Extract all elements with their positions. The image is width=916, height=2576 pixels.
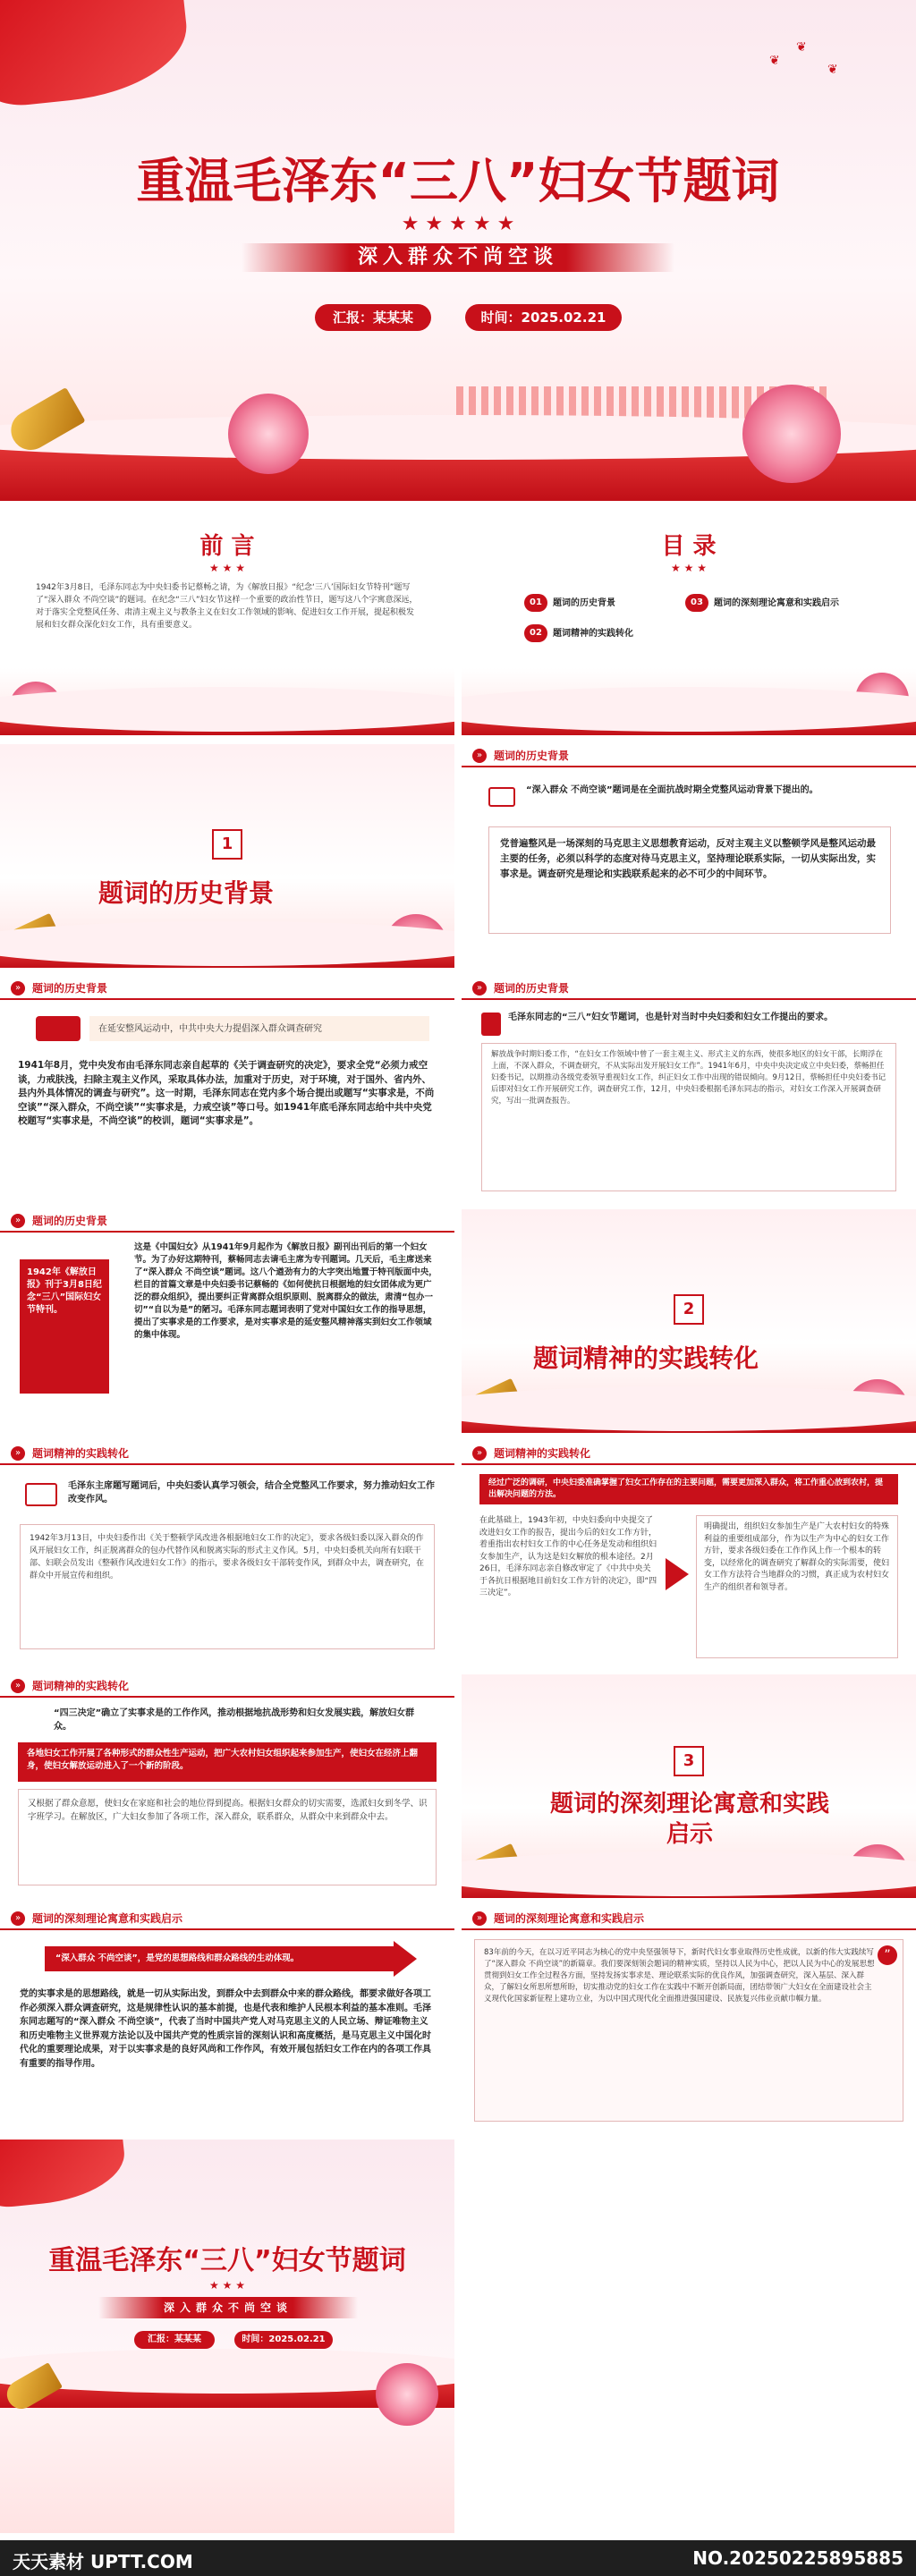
star-divider: ★ ★ ★ [209,2279,245,2292]
body-text: 83年前的今天，在以习近平同志为核心的党中央坚强领导下，新时代妇女事业取得历史性成就，以新的伟大实践续写了“深入群众 不尚空谈”的新篇章。我们要深刻领会题词的精神实质，坚持以人民为中心，把以人民为中心的发展思想贯彻到妇女工作全过程各方面，坚持发扬实事求是、理论联系实际的优良作风，加强调查研究，深入基层、深入群众，了解妇女所思所想所盼，切实推动党的妇女工作在实践中不断开创新局面，团结带领广大妇女在全面建设社会主义现代化国家新征程上建功立业，为以中国式现代化全面推进强国建设、民族复兴伟业贡献巾帼力量。 [484,1948,875,2004]
preface-body: 1942年3月8日，毛泽东同志为中央妇委书记蔡畅之请，为《解放日报》“纪念‘三八’国际妇女节特刊”题写了“深入群众 不尚空谈”的题词。在纪念“三八”妇女节这样一个重要的政治性节日，题写这八个字寓意深远，对于落实全党整风任务、肃清主观主义与教条主义在妇女工作领域的影响、促进妇女工作开展，提起积极发展和妇女群众深化妇女工作，具有重要意义。 [36,583,418,630]
header-title: 题词的历史背景 [494,982,570,995]
background-slide-4 [0,1209,454,1433]
cover-slide [0,0,916,501]
section1-slide [0,744,454,968]
toc-num: 03 [685,594,708,612]
background-slide-3 [462,977,916,1200]
toc-slide [462,512,916,735]
header-title: 题词的历史背景 [32,982,108,995]
slide-header [0,1209,454,1233]
section-title: 题词的深刻理论寓意和实践启示 [549,1791,829,1848]
header-arrow-icon: » [472,1446,487,1461]
dove-icon: ❦ [827,63,838,77]
body-text: 党的实事求是的思想路线，就是一切从实际出发，到群众中去到群众中来的群众路线，都要求做好各项工作必须深入群众调查研究，这是规律性认识的基本前提，也是代表和维护人民根本利益的基本准则。毛泽东同志题写的“深入群众 不尚空谈”，代表了当时中国共产党人对马克思主义的人民立场、辩证唯物主义和历史唯物主义世界观方法论以及中国共产党的性质宗旨的深刻认识和高度概括，是马克思主义中国化时代化的重要理论成果，对于以实事求是的良好风尚和工作作风，有效开展包括妇女工作在内的各项工作具有重要的指导作用。 [20,1989,431,2069]
right-text: 明确提出，组织妇女参加生产是广大农村妇女的特殊利益的重要组成部分，作为以生产为中心的妇女工作方针，要求各级妇委在工作作风上作一个根本的转变，以经常化的调查研究了解群众的实际需要，使妇女工作方法符合当地群众的习惯，真正成为农村妇女生产的组织者和领导者。 [704,1522,890,1592]
section-number: 2 [674,1294,704,1325]
red-banner-wave [462,710,916,735]
lead-banner [89,1016,429,1041]
practice-slide-1 [0,1442,454,1665]
red-flag-decoration [0,2140,129,2209]
lead-text: 毛泽东同志的“三八”妇女节题词，也是针对当时中央妇委和妇女工作提出的要求。 [508,1013,834,1022]
slide-header [462,1907,916,1930]
body-text: 这是《中国妇女》从1941年9月起作为《解放日报》副刊出刊后的第一个妇女节。为了办好这期特刊，蔡畅同志去请毛主席为专刊题词。几天后，毛主席送来了“深入群众 不尚空谈”题词。这八个遒劲有力的大字突出地置于特刊版面中央，栏目的首篇文章是中央妇委书记蔡畅的《如何使抗日根据地的妇女团体成为更广泛的群众组织》，提出要纠正背离群众组织原则、脱离群众的做法，肃清“包办一切”“自以为是”的陋习。毛泽东同志题词表明了党对中国妇女工作的指导思想，提出了实事求是的工作要求，是对实事求是的延安整风精神落实到妇女工作领域的集中体现。 [134,1242,437,1340]
background-slide-1 [462,744,916,968]
toc-num: 01 [524,594,547,612]
dove-icon: ❦ [769,54,780,68]
header-arrow-icon: » [472,1911,487,1926]
content-box [474,1939,903,2122]
theory-slide-1 [0,1907,454,2131]
lead-text: 在延安整风运动中，中共中央大力提倡深入群众调查研究 [98,1024,322,1034]
red-banner-wave [462,1410,916,1433]
content-box [696,1515,898,1658]
pointing-hand-icon [36,1016,81,1041]
content-box [488,826,891,934]
header-arrow-icon: » [11,981,25,996]
header-arrow-icon: » [11,1911,25,1926]
header-title: 题词精神的实践转化 [494,1447,591,1460]
toc-label: 题词的深刻理论寓意和实践启示 [714,598,839,608]
header-arrow-icon: » [472,749,487,763]
theory-slide-2 [462,1907,916,2131]
toc-label: 题词精神的实践转化 [553,629,633,639]
header-arrow-icon: » [11,1446,25,1461]
slide-header [462,744,916,767]
ending-reporter: 汇报：某某某 [134,2331,215,2349]
red-banner-wave [462,1875,916,1898]
header-arrow-icon: » [11,1214,25,1228]
lead-text: “四三决定”确立了实事求是的工作作风，推动根据地抗战形势和妇女发展实践，解放妇女群众。 [54,1708,415,1732]
lead-text: “深入群众 不尚空谈”题词是在全面抗战时期全党整风运动背景下提出的。 [526,785,818,795]
slide-header [0,1674,454,1698]
cover-subtitle: 深入群众不尚空谈 [242,243,674,272]
section-title: 题词精神的实践转化 [533,1343,759,1373]
slide-header [0,1907,454,1930]
cover-time: 时间：2025.02.21 [465,304,622,331]
header-arrow-icon: » [472,981,487,996]
header-arrow-icon: » [11,1679,25,1693]
body-text: 党普遍整风是一场深刻的马克思主义思想教育运动，反对主观主义以整顿学风是整风运动最主要的任务，必须以科学的态度对待马克思主义，坚持理论联系实际，一切从实际出发，实事求是。调查研究是理论和实践联系起来的必不可少的中间环节。 [500,838,876,879]
section2-slide [462,1209,916,1433]
content-box [481,1043,896,1191]
ending-subtitle: 深入群众不尚空谈 [98,2297,358,2318]
ending-title: 重温毛泽东“三八”妇女节题词 [48,2245,406,2276]
slide-header [0,1442,454,1465]
book-icon [25,1483,57,1506]
book-icon [488,787,515,807]
slide-header [462,977,916,1000]
peony-icon [228,394,309,474]
footer-number: NO.20250225895885 [692,2547,903,2569]
content-box [18,1789,437,1885]
section-title: 题词的历史背景 [98,878,275,908]
body-text: 解放战争时期妇委工作，“在妇女工作领域中曾了一套主观主义、形式主义的东西，使很多地区的妇女干部，长期浮在上面，不深入群众，不调查研究，不从实际出发开展妇女工作”。1941年6月，中央中央决定成立中央妇委，蔡畅担任妇委书记，以期推动各级党委领导重视妇女工作，纠正妇女工作中出现的错误倾向。9月12日，蔡畅担任中央妇委书记后即对妇女工作开展研究工作，调查研究工作，12月，中央妇委根据毛泽东同志的指示，对妇女工作深入开展调查研究，写出一批调查报告。 [491,1050,886,1106]
arrow-banner-text: “深入群众 不尚空谈”，是党的思想路线和群众路线的生动体现。 [55,1953,300,1963]
body-text: 在此基础上，1943年初，中央妇委向中央提交了改进妇女工作的报告，提出今后的妇女工作方针，着重指出农村妇女工作的中心任务是发动和组织妇女参加生产，认为这是妇女解放的根本途径。2月26日，毛泽东同志亲自修改审定了《中共中央关于各抗日根据地目前妇女工作方针的决定》，即“四三决定”。 [479,1516,657,1597]
trophy-icon [481,1013,501,1036]
practice-slide-3 [0,1674,454,1898]
quote-icon: ” [878,1945,897,1965]
watermark-footer [0,2540,916,2576]
red-box [18,1742,437,1782]
red-banner-wave [0,945,454,968]
header-title: 题词的历史背景 [494,750,570,762]
body-text: 1942年3月13日，中央妇委作出《关于整顿学风改进各根据地妇女工作的决定》，要求各级妇委以深入群众的作风开展妇女工作，纠正脱离群众的包办代替作风和脱离实际的形式主义作风。5月，中央妇委机关向所有妇联干部、妇联会员发出《整顿作风改进妇女工作》的指示，要求各级妇女干部转变作风，到群众中去，调查研究，在群众中开展宣传和组织。 [30,1534,425,1580]
red-flag-decoration [0,0,193,109]
side-text: 1942年《解放日报》刊于3月8日纪念“三八”国际妇女节特刊。 [27,1267,102,1315]
header-title: 题词的历史背景 [32,1215,108,1227]
lead-text: 毛泽东主席题写题词后，中央妇委认真学习领会，结合全党整风工作要求，努力推动妇女工作改变作风。 [68,1481,435,1504]
dove-icon: ❦ [796,40,807,55]
star-divider: ★ ★ ★ [671,562,707,574]
header-title: 题词精神的实践转化 [32,1447,130,1460]
slide-header [462,1442,916,1465]
lead-red-box [479,1474,898,1504]
toc-num: 02 [524,624,547,642]
practice-slide-2 [462,1442,916,1665]
body-text: 1941年8月，党中央发布由毛泽东同志亲自起草的《关于调查研究的决定》，要求全党“必须力戒空谈，力戒肤浅，扫除主观主义作风，采取具体办法，加重对于历史，对于环境，对于国外、省内外、县内外具体情况的调查与研究”。这一时期，毛泽东同志在党内多个场合提出或题写“实事求是，不尚空谈”“深入群众，不尚空谈”“实事求是，力戒空谈”等口号。如1941年底毛泽东同志给中共中央党校题写“实事求是，不尚空谈”的校训，题词“实事求是”。 [18,1060,435,1126]
toc-title: 目 录 [661,533,717,560]
header-title: 题词的深刻理论寓意和实践启示 [494,1912,645,1925]
red-banner-wave [0,710,454,735]
toc-label: 题词的历史背景 [553,598,615,608]
section-number: 3 [674,1746,704,1776]
peony-icon [376,2363,438,2426]
footer-brand: 天天素材 UPTT.COM [13,2551,193,2572]
preface-title: 前 言 [199,533,255,560]
red-box-text: 各地妇女工作开展了各种形式的群众性生产运动，把广大农村妇女组织起来参加生产，使妇女在经济上翻身，使妇女解放运动进入了一个新的阶段。 [27,1749,419,1771]
ending-time: 时间：2025.02.21 [234,2331,333,2349]
cover-title: 重温毛泽东“三八”妇女节题词 [136,153,780,209]
lead-text: 经过广泛的调研，中央妇委准确掌握了妇女工作存在的主要问题，需要更加深入群众，将工作重心放到农村，提出解决问题的方法。 [488,1479,884,1499]
arrow-banner [45,1946,394,1971]
side-red-box [20,1259,109,1394]
preface-slide [0,512,454,735]
background-slide-2 [0,977,454,1200]
slide-header [0,977,454,1000]
star-divider: ★ ★ ★ [209,562,245,574]
header-title: 题词精神的实践转化 [32,1680,130,1692]
arrow-right-icon [666,1558,689,1590]
header-title: 题词的深刻理论寓意和实践启示 [32,1912,183,1925]
content-box [20,1524,435,1649]
star-divider: ★ ★ ★ ★ ★ [401,213,515,235]
section3-slide [462,1674,916,1898]
cover-reporter: 汇报：某某某 [315,304,431,331]
body-text: 又根据了群众意愿，使妇女在家庭和社会的地位得到提高。根据妇女群众的切实需要，选派妇女到冬学、识字班学习。在解放区，广大妇女参加了各项工作，深入群众，联系群众，从群众中来到群众中去。 [28,1799,428,1822]
section-number: 1 [212,829,242,860]
peony-icon [742,385,841,483]
arrow-right-icon [394,1941,417,1977]
ending-slide [0,2140,454,2533]
